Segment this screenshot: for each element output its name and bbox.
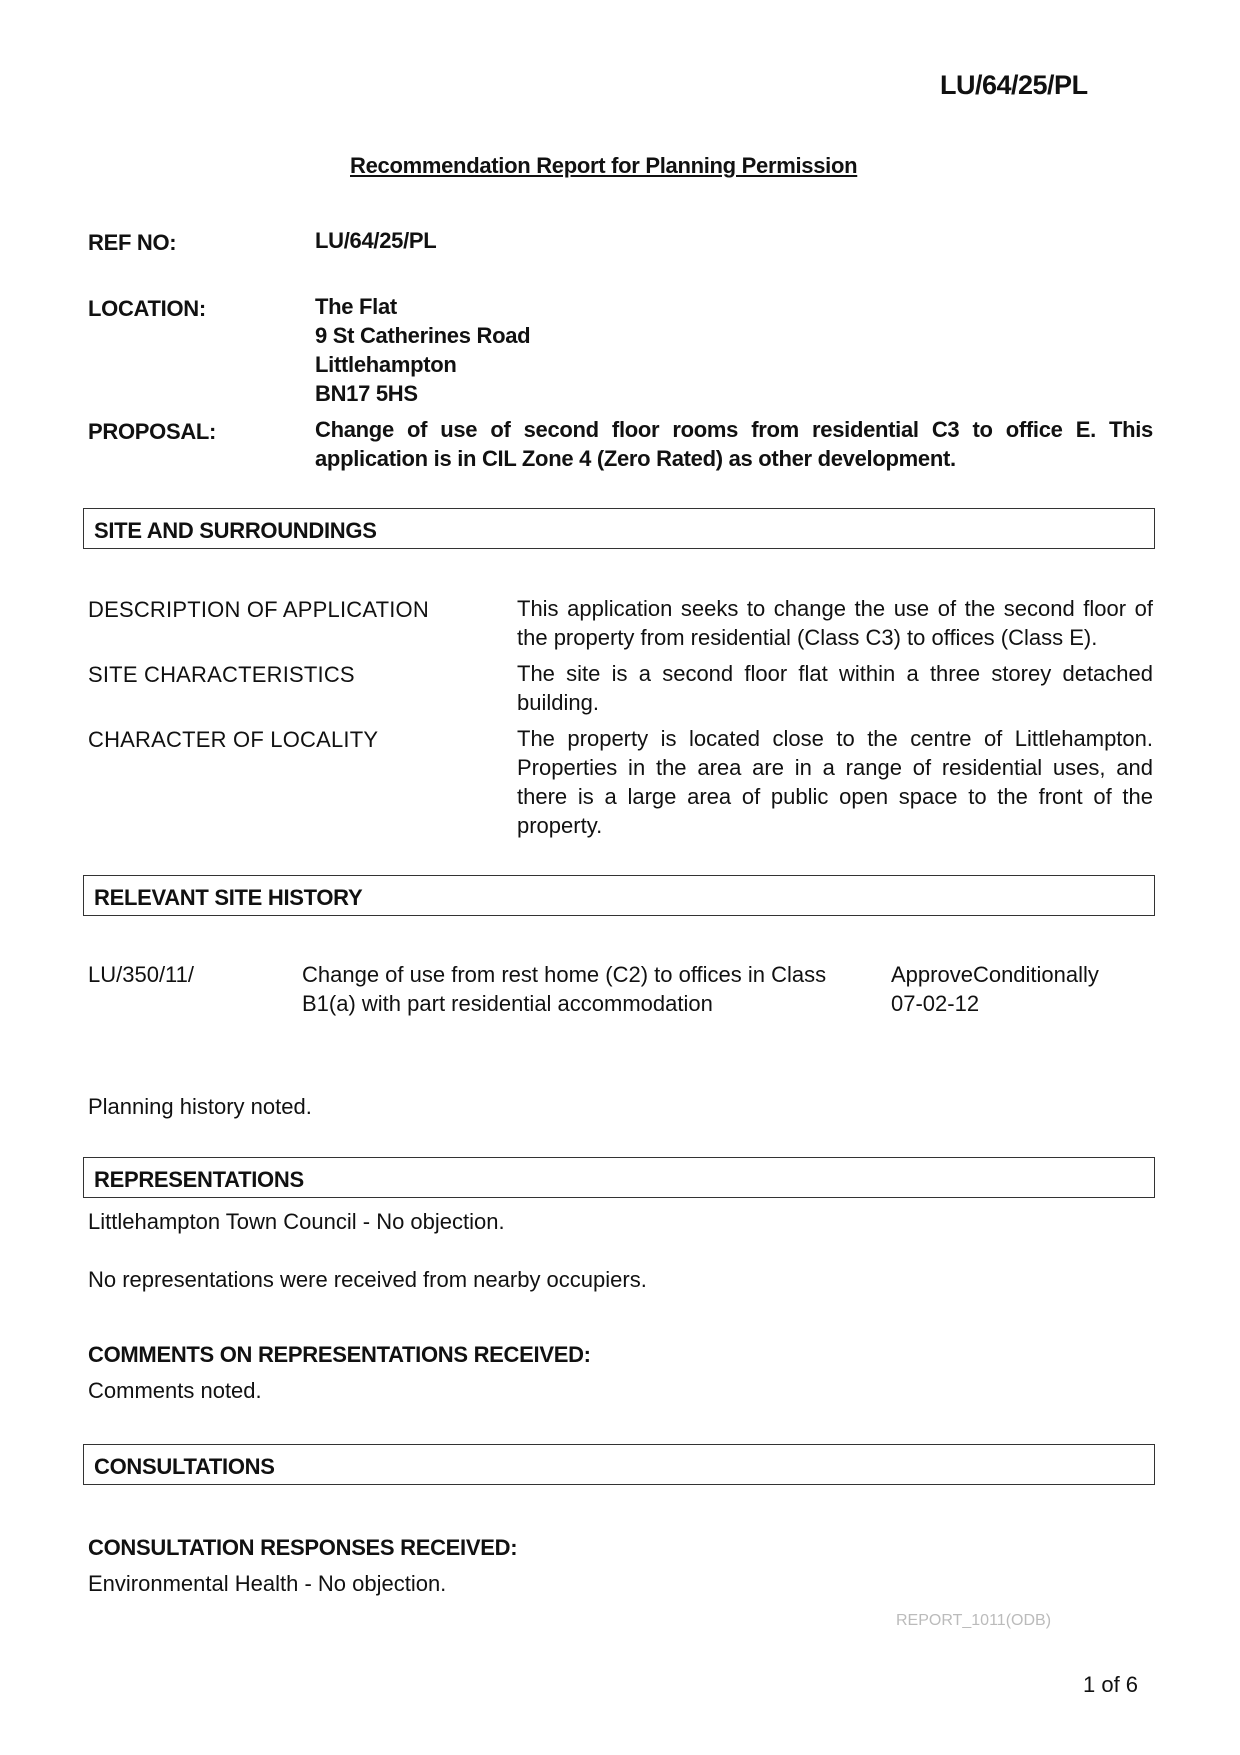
proposal-label: PROPOSAL: (88, 419, 217, 444)
proposal-text: Change of use of second floor rooms from residential C3 to office E. This application is in CIL Zone 4 (Zero Rated) as other development. (315, 417, 1153, 471)
location-line: 9 St Catherines Road (315, 323, 531, 348)
history-decision (891, 960, 1099, 1018)
history-decision-date: 07-02-12 (891, 991, 980, 1016)
history-decision-status: ApproveConditionally (891, 962, 1099, 987)
consultation-response-text: Environmental Health - No objection. (88, 1571, 447, 1596)
character-text: The property is located close to the centre of Littlehampton. Properties in the area are in a range of residential uses, and there is a large area of public open space to the front of the property. (517, 726, 1153, 838)
location-label: LOCATION: (88, 296, 206, 321)
location-line: The Flat (315, 294, 397, 319)
site-characteristics-text: The site is a second floor flat within a three storey detached building. (517, 661, 1153, 715)
page-number: 1 of 6 (1083, 1672, 1139, 1697)
description-text: This application seeks to change the use of the second floor of the property from residential (Class C3) to offices (Class E). (517, 596, 1153, 650)
representations-heading: REPRESENTATIONS (83, 1157, 1155, 1198)
ref-no-label: REF NO: (88, 230, 177, 255)
history-note: Planning history noted. (88, 1094, 312, 1119)
site-history-heading: RELEVANT SITE HISTORY (83, 875, 1155, 916)
location-address (315, 292, 530, 408)
consultations-heading: CONSULTATIONS (83, 1444, 1155, 1485)
location-line: Littlehampton (315, 352, 457, 377)
representation-occupiers: No representations were received from nearby occupiers. (88, 1267, 647, 1292)
history-ref: LU/350/11/ (88, 962, 195, 987)
location-line: BN17 5HS (315, 381, 418, 406)
report-title: Recommendation Report for Planning Permission (350, 153, 858, 178)
report-code: REPORT_1011(ODB) (896, 1612, 1052, 1629)
comments-text: Comments noted. (88, 1378, 262, 1403)
site-surroundings-heading: SITE AND SURROUNDINGS (83, 508, 1155, 549)
character-label: CHARACTER OF LOCALITY (88, 727, 379, 752)
history-description: Change of use from rest home (C2) to offices in Class B1(a) with part residential accommodation (302, 962, 827, 1016)
header-reference: LU/64/25/PL (940, 70, 1088, 100)
representation-town-council: Littlehampton Town Council - No objection. (88, 1209, 505, 1234)
comments-heading: COMMENTS ON REPRESENTATIONS RECEIVED: (88, 1342, 591, 1367)
description-label: DESCRIPTION OF APPLICATION (88, 597, 429, 622)
ref-no-value: LU/64/25/PL (315, 228, 437, 253)
consultation-responses-heading: CONSULTATION RESPONSES RECEIVED: (88, 1535, 518, 1560)
site-characteristics-label: SITE CHARACTERISTICS (88, 662, 355, 687)
